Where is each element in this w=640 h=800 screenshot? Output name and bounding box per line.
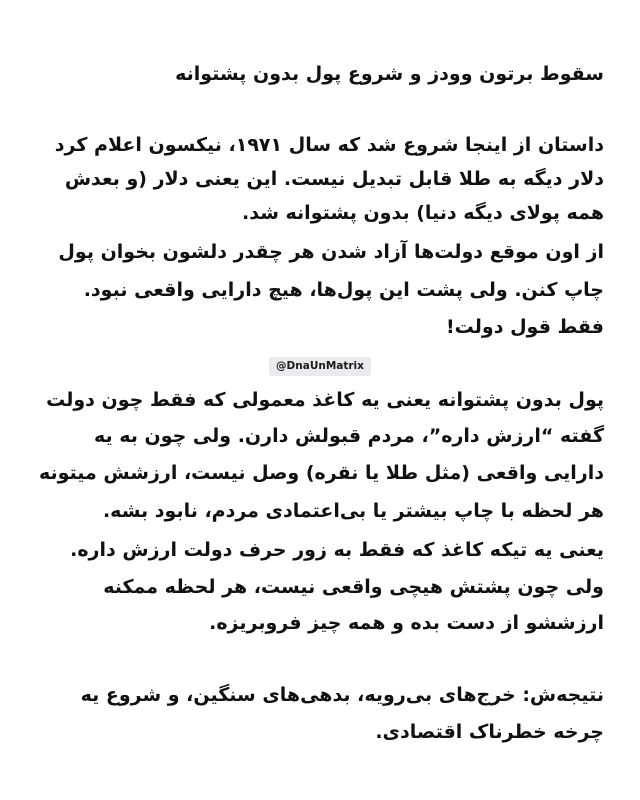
paragraph-2-line: پول بدون پشتوانه یعنی یه کاغذ معمولی که فقط چون دولت <box>46 389 604 411</box>
paragraph-1-line: همه پولای دیگه دنیا) بدون پشتوانه شد. <box>242 202 604 224</box>
paragraph-1-line: از اون موقع دولت‌ها آزاد شدن هر چقدر دلشون بخوان پول <box>58 241 604 263</box>
paragraph-2-line: ولی چون پشتش هیچی واقعی نیست، هر لحظه ممکنه <box>103 576 604 598</box>
paragraph-1-line: فقط قول دولت! <box>445 316 604 338</box>
paragraph-1-line: دلار دیگه به طلا قابل تبدیل نیست. این یعنی دلار (و بعدش <box>64 168 604 190</box>
paragraph-1-line: داستان از اینجا شروع شد که سال ۱۹۷۱، نیکسون اعلام کرد <box>54 134 604 156</box>
paragraph-1-line: چاپ کنن. ولی پشت این پول‌ها، هیچ دارایی واقعی نبود. <box>83 279 604 301</box>
paragraph-2-line: دارایی واقعی (مثل طلا یا نقره) وصل نیست، ارزشش میتونه <box>38 462 604 484</box>
paragraph-2-line: یعنی یه تیکه کاغذ که فقط به زور حرف دولت ارزش داره. <box>70 539 604 561</box>
post-title: سقوط برتون وودز و شروع پول بدون پشتوانه <box>175 63 604 85</box>
conclusion-line: چرخه خطرناک اقتصادی. <box>375 721 604 743</box>
paragraph-2-line: گفته “ارزش داره”، مردم قبولش دارن. ولی چون به یه <box>93 425 604 447</box>
watermark-badge <box>0 354 640 376</box>
conclusion-line: نتیجه‌ش: خرج‌های بی‌رویه، بدهی‌های سنگین، و شروع یه <box>80 684 604 706</box>
paragraph-2-line: هر لحظه با چاپ بیشتر یا بی‌اعتمادی مردم، نابود بشه. <box>102 500 604 522</box>
paragraph-2-line: ارزششو از دست بده و همه چیز فروبریزه. <box>209 612 604 634</box>
watermark-text: @DnaUnMatrix <box>269 357 371 376</box>
